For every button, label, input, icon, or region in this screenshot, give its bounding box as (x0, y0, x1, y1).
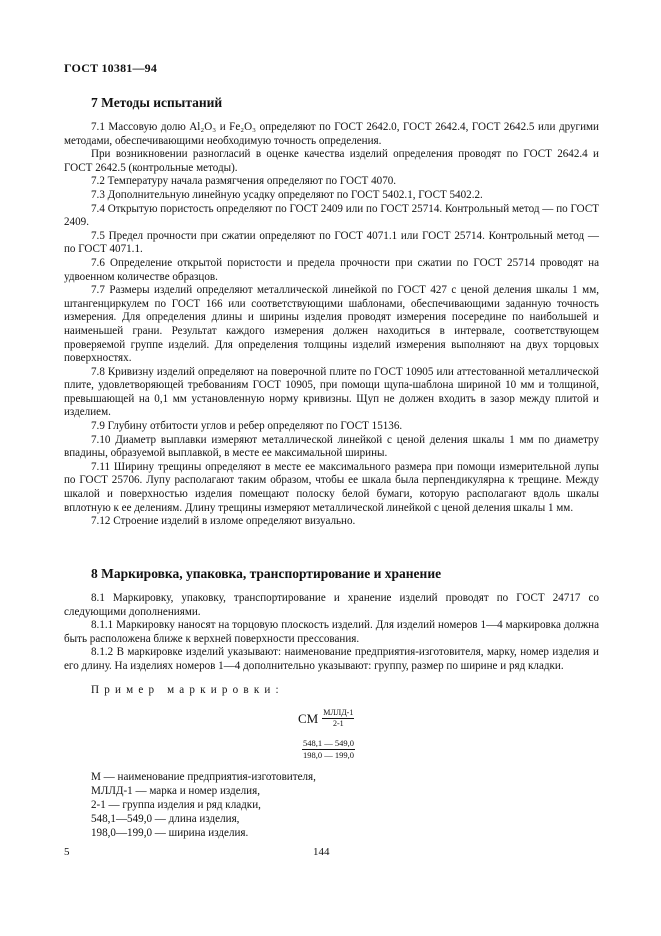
paragraph: 7.6 Определение открытой пористости и предела прочности при сжатии по ГОСТ 25714 проводят на удвоенном количестве образцов. (64, 256, 599, 283)
paragraph: 8.1.2 В маркировке изделий указывают: наименование предприятия-изготовителя, марку, номер изделия и его длину. На изделиях номеров 1—4 дополнительно указывают: группу, размер по ширине и ряд кладки. (64, 646, 599, 672)
paragraph: 8.1.1 Маркировку наносят на торцовую плоскость изделий. Для изделий номеров 1—4 маркировка должна быть расположена ближе к верхней поверхности прессования. (64, 619, 599, 645)
paragraph: 7.8 Кривизну изделий определяют на поверочной плите по ГОСТ 10905 или аттестованной металлической плите, удовлетворяющей требованиям ГОСТ 10905, при помощи щупа-шаблона шириной 10 мм и толщиной, превышающей на 0,1 мм установленную норму кривизны. Щуп не должен входить в зазор между плитой и изделием. (64, 365, 599, 419)
paragraph: 7.7 Размеры изделий определяют металлической линейкой по ГОСТ 427 с ценой деления шкалы 1 мм, штангенциркулем по ГОСТ 166 или соответствующими шаблонами, обеспечивающими заданную точность измерения. Для определения длины и ширины изделия проводят измерения посередине по наибольшей и наименьшей грани. Результат каждого измерения должен находиться в интервале, соответствующем проверяемой группе изделий. Для определения толщины изделий измерения выполняют на двух торцовых поверхностях. (64, 284, 599, 365)
paragraph: 7.11 Ширину трещины определяют в месте ее максимального размера при помощи измерительной лупы по ГОСТ 25706. Лупу располагают таким образом, чтобы ее шкала была перпендикулярна к трещине. Между шкалой и поверхностью изделия помещают полоску белой бумаги, которую располагают вдоль шкалы вплотную к ее делениям. Длину трещины измеряют металлической линейкой с ценой деления шкалы 1 мм. (64, 460, 599, 514)
marking-formula (298, 708, 388, 760)
formula-bottom-fraction (302, 738, 355, 761)
formula-top-numerator: МЛЛД-1 (323, 708, 354, 717)
formula-top-fraction (322, 708, 354, 729)
paragraph: 7.2 Температуру начала размягчения определяют по ГОСТ 4070. (91, 175, 397, 188)
legend-item: 198,0—199,0 — ширина изделия. (91, 827, 249, 839)
section-title-7: 7 Методы испытаний (91, 95, 223, 110)
legend-item: 2-1 — группа изделия и ряд кладки, (91, 799, 261, 811)
section-7-body (64, 121, 599, 529)
paragraph: При возникновении разногласий в оценке качества изделий определения проводят по ГОСТ 2642.4 и ГОСТ 2642.5 (контрольные методы). (64, 148, 599, 174)
formula-prefix: СМ (298, 710, 319, 726)
page-number-center: 144 (313, 846, 330, 858)
paragraph: 8.1 Маркировку, упаковку, транспортирование и хранение изделий проводят по ГОСТ 24717 со следующими дополнениями. (64, 592, 599, 618)
paragraph: 7.12 Строение изделий в изломе определяют визуально. (91, 515, 356, 528)
page-number-left: 5 (64, 846, 70, 858)
marking-legend (91, 770, 316, 840)
document-header: ГОСТ 10381—94 (64, 61, 158, 75)
formula-bottom-numerator: 548,1 — 549,0 (303, 738, 354, 748)
section-8-body (64, 592, 599, 674)
formula-top-denominator: 2-1 (332, 719, 344, 728)
section-title-8: 8 Маркировка, упаковка, транспортирование и хранение (91, 566, 442, 581)
paragraph: 7.5 Предел прочности при сжатии определяют по ГОСТ 4071.1 или ГОСТ 25714. Контрольный метод — по ГОСТ 4071.1. (64, 229, 599, 256)
paragraph: 7.9 Глубину отбитости углов и ребер определяют по ГОСТ 15136. (91, 420, 403, 433)
formula-bottom-denominator: 198,0 — 199,0 (303, 750, 354, 760)
example-label: Пример маркировки: (91, 684, 284, 696)
paragraph: 7.10 Диаметр выплавки измеряют металлической линейкой с ценой деления шкалы 1 мм по диаметру впадины, образуемой выплавкой, в месте ее максимальной ширины. (64, 433, 599, 460)
paragraph: 7.4 Открытую пористость определяют по ГОСТ 2409 или по ГОСТ 25714. Контрольный метод — по ГОСТ 2409. (64, 202, 599, 229)
paragraph: 7.3 Дополнительную линейную усадку определяют по ГОСТ 5402.1, ГОСТ 5402.2. (91, 188, 483, 201)
legend-item: 548,1—549,0 — длина изделия, (91, 813, 240, 825)
legend-item: М — наименование предприятия-изготовителя, (91, 771, 316, 783)
legend-item: МЛЛД-1 — марка и номер изделия, (91, 785, 260, 797)
paragraph: 7.1 Массовую долю Al₂O₃ и Fe₂O₃ определяют по ГОСТ 2642.0, ГОСТ 2642.4, ГОСТ 2642.5 или другими методами, обеспечивающими необходимую точность определения. (64, 121, 599, 147)
